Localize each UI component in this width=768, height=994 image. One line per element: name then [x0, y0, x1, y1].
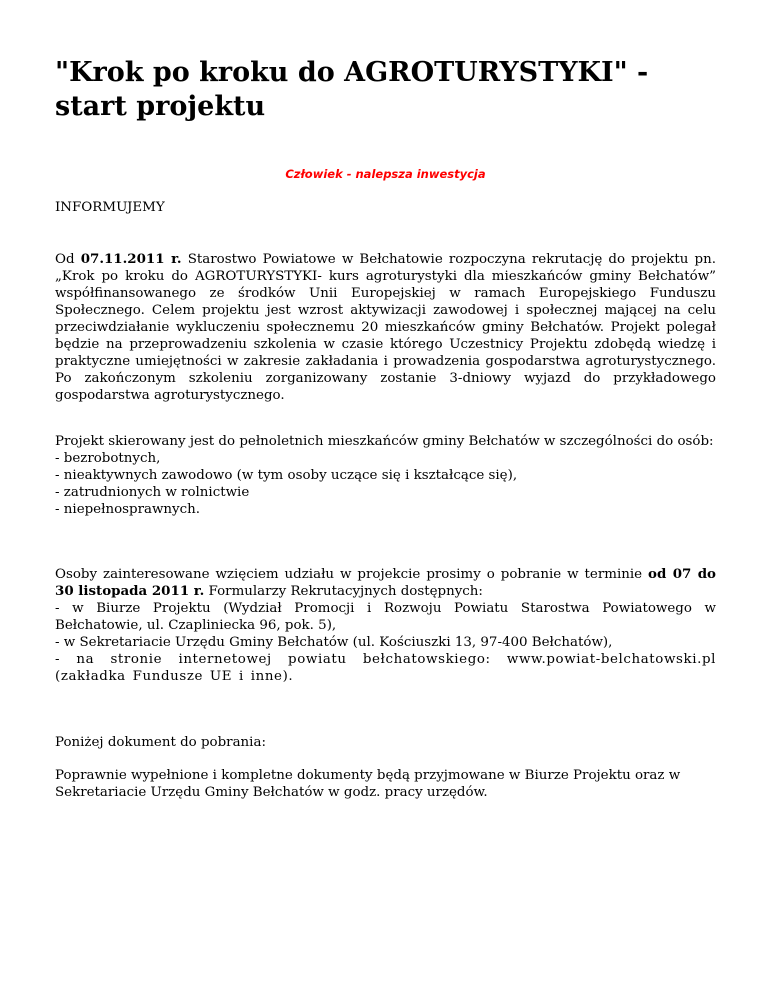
list-item: - na stronie internetowej powiatu bełchatowskiego: www.powiat-belchatowski.pl (zakładka Fundusze UE i inne). [55, 652, 716, 684]
list-item: - niepełnosprawnych. [55, 502, 200, 517]
contact-after: Formularzy Rekrutacyjnych dostępnych: [204, 584, 483, 599]
subtitle-slogan: Człowiek - nalepsza inwestycja [285, 167, 486, 181]
list-item: - w Biurze Projektu (Wydział Promocji i Rozwoju Powiatu Starostwa Powiatowego w Bełchatowie, ul. Czapliniecka 96, pok. 5), [55, 601, 716, 633]
page-title: "Krok po kroku do AGROTURYSTYKI" - start projektu [55, 57, 649, 122]
list-item: - bezrobotnych, [55, 451, 161, 466]
main-text: Starostwo Powiatowe w Bełchatowie rozpoczyna rekrutację do projektu pn. „Krok po kroku do AGROTURYSTYKI- kurs agroturystyki dla mieszkańców gminy Bełchatów” współfinansowanego ze środków Unii Europejskiej w ramach Europejskiego Funduszu Społecznego. Celem projektu jest wzrost aktywizacji zawodowej i społecznej mającej na celu przeciwdziałanie wykluczeniu społecznemu 20 mieszkańców gminy Bełchatów. Projekt polegał będzie na przeprowadzeniu szkolenia w czasie którego Uczestnicy Projektu zdobędą wiedzę i praktyczne umiejętności w zakresie zakładania i prowadzenia gospodarstwa agroturystycznego. Po zakończonym szkoleniu zorganizowany zostanie 3-dniowy wyjazd do przykładowego gospodarstwa agroturystycznego. [55, 252, 716, 403]
acceptance-note: Poprawnie wypełnione i kompletne dokumenty będą przyjmowane w Biurze Projektu oraz w Sekretariacie Urzędu Gminy Bełchatów w godz. pracy urzędów. [55, 768, 681, 800]
main-paragraph [55, 251, 716, 404]
contact-lead [55, 566, 716, 600]
list-item: - zatrudnionych w rolnictwie [55, 485, 250, 500]
list-item: - nieaktywnych zawodowo (w tym osoby uczące się i kształcące się), [55, 468, 518, 483]
list-item: - w Sekretariacie Urzędu Gminy Bełchatów (ul. Kościuszki 13, 97-400 Bełchatów), [55, 635, 613, 650]
main-intro: Od [55, 252, 81, 267]
download-note: Poniżej dokument do pobrania: [55, 735, 266, 750]
start-date: 07.11.2011 r. [80, 251, 182, 267]
target-group [55, 433, 716, 518]
contact-paragraph [55, 566, 716, 685]
info-heading: INFORMUJEMY [55, 200, 165, 215]
target-intro: Projekt skierowany jest do pełnoletnich mieszkańców gminy Bełchatów w szczególności do osób: [55, 434, 714, 449]
recruitment-period: od 07 do 30 listopada 2011 r. [55, 566, 716, 599]
contact-intro: Osoby zainteresowane wzięciem udziału w projekcie prosimy o pobranie w terminie [55, 567, 649, 582]
